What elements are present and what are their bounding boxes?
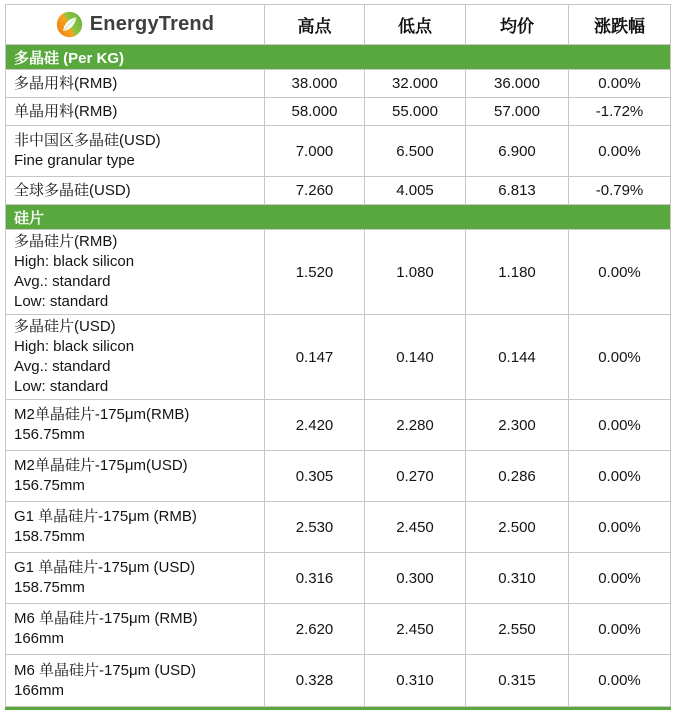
row-label-line: 158.75mm — [14, 528, 85, 545]
table-row — [6, 177, 670, 205]
row-label — [6, 98, 265, 125]
row-change: -1.72% — [595, 103, 644, 120]
row-label — [6, 451, 265, 501]
row-high: 58.000 — [265, 98, 365, 125]
row-label-line: M2单晶硅片-175μm(USD) — [14, 457, 188, 474]
row-avg: 2.300 — [466, 400, 569, 450]
row-low: 0.300 — [365, 553, 466, 603]
row-change: 0.00% — [598, 518, 641, 536]
row-high: 0.316 — [265, 553, 365, 603]
table-row — [6, 400, 670, 451]
price-table — [5, 4, 671, 707]
row-low: 2.280 — [365, 400, 466, 450]
row-change: 0.00% — [598, 467, 641, 485]
row-low: 2.450 — [365, 502, 466, 552]
row-avg: 6.900 — [466, 126, 569, 176]
section-header: 硅片 — [6, 205, 670, 230]
row-label — [6, 400, 265, 450]
row-low: 0.140 — [365, 315, 466, 399]
row-low: 0.310 — [365, 655, 466, 706]
row-high: 0.328 — [265, 655, 365, 706]
table-row — [6, 70, 670, 98]
row-low: 32.000 — [365, 70, 466, 97]
row-label-line: G1 单晶硅片-175μm (USD) — [14, 559, 196, 576]
table-row — [6, 655, 670, 706]
row-change: 0.00% — [598, 569, 641, 587]
row-label-line: M6 单晶硅片-175μm (USD) — [14, 661, 196, 679]
row-change: 0.00% — [598, 620, 641, 638]
next-section-partial — [5, 707, 671, 710]
row-label-line: 166mm — [14, 630, 65, 647]
table-row — [6, 604, 670, 655]
row-label-line: 多晶硅片(RMB) — [14, 233, 118, 250]
table-row — [6, 98, 670, 126]
table-header-row — [6, 5, 670, 45]
row-label-line: 全球多晶硅(USD) — [14, 181, 131, 199]
row-avg: 0.310 — [466, 553, 569, 603]
table-row — [6, 126, 670, 177]
table-row — [6, 451, 670, 502]
row-change: 0.00% — [598, 142, 641, 160]
row-low: 1.080 — [365, 230, 466, 314]
table-row — [6, 502, 670, 553]
energytrend-logo-icon — [56, 11, 83, 38]
row-high: 2.530 — [265, 502, 365, 552]
row-label-line: 156.75mm — [14, 426, 85, 443]
brand-name: EnergyTrend — [89, 13, 215, 35]
row-label-line: 单晶用料(RMB) — [14, 102, 118, 120]
row-label-line: Fine granular type — [14, 152, 135, 169]
row-label-line: Low: standard — [14, 293, 109, 310]
table-row — [6, 315, 670, 400]
row-high: 38.000 — [265, 70, 365, 97]
row-label-line: 多晶用料(RMB) — [14, 74, 118, 92]
row-low: 55.000 — [365, 98, 466, 125]
row-label-line: Avg.: standard — [14, 273, 111, 290]
row-high: 0.305 — [265, 451, 365, 501]
row-change: 0.00% — [598, 348, 641, 366]
row-avg: 0.315 — [466, 655, 569, 706]
column-header-high: 高点 — [265, 5, 365, 44]
row-label — [6, 502, 265, 552]
row-label-line: 非中国区多晶硅(USD) — [14, 132, 161, 149]
row-low: 2.450 — [365, 604, 466, 654]
column-header-change: 涨跌幅 — [594, 17, 645, 36]
row-label — [6, 604, 265, 654]
row-high: 0.147 — [265, 315, 365, 399]
row-low: 6.500 — [365, 126, 466, 176]
row-label-line: M6 单晶硅片-175μm (RMB) — [14, 610, 198, 627]
row-label — [6, 655, 265, 706]
table-row — [6, 553, 670, 604]
row-avg: 0.144 — [466, 315, 569, 399]
row-label — [6, 230, 265, 314]
row-change: 0.00% — [598, 263, 641, 281]
row-label-line: 166mm — [14, 681, 65, 699]
row-change: 0.00% — [598, 75, 641, 92]
row-label-line: Low: standard — [14, 378, 109, 395]
row-high: 1.520 — [265, 230, 365, 314]
row-label-line: G1 单晶硅片-175μm (RMB) — [14, 508, 197, 525]
column-header-low: 低点 — [365, 5, 466, 44]
row-label-line: M2单晶硅片-175μm(RMB) — [14, 406, 190, 423]
row-avg: 36.000 — [466, 70, 569, 97]
row-label — [6, 70, 265, 97]
row-label — [6, 177, 265, 204]
row-high: 2.420 — [265, 400, 365, 450]
row-label-line: 158.75mm — [14, 579, 85, 596]
table-body — [6, 45, 670, 706]
column-header-avg: 均价 — [466, 5, 569, 44]
row-label-line: High: black silicon — [14, 338, 135, 355]
row-label — [6, 126, 265, 176]
row-label-line: High: black silicon — [14, 253, 135, 270]
row-label-line: 156.75mm — [14, 477, 85, 494]
row-label-line: 多晶硅片(USD) — [14, 318, 116, 335]
row-high: 7.000 — [265, 126, 365, 176]
row-avg: 2.550 — [466, 604, 569, 654]
row-label — [6, 553, 265, 603]
row-label-line: Avg.: standard — [14, 358, 111, 375]
row-low: 4.005 — [365, 177, 466, 204]
row-change: -0.79% — [595, 182, 644, 199]
row-avg: 2.500 — [466, 502, 569, 552]
brand — [6, 5, 265, 44]
row-low: 0.270 — [365, 451, 466, 501]
row-change: 0.00% — [598, 672, 641, 689]
section-header: 多晶硅 (Per KG) — [6, 45, 670, 70]
row-label — [6, 315, 265, 399]
row-change: 0.00% — [598, 416, 641, 434]
row-avg: 0.286 — [466, 451, 569, 501]
row-high: 7.260 — [265, 177, 365, 204]
row-high: 2.620 — [265, 604, 365, 654]
table-row — [6, 230, 670, 315]
row-avg: 6.813 — [466, 177, 569, 204]
row-avg: 1.180 — [466, 230, 569, 314]
row-avg: 57.000 — [466, 98, 569, 125]
